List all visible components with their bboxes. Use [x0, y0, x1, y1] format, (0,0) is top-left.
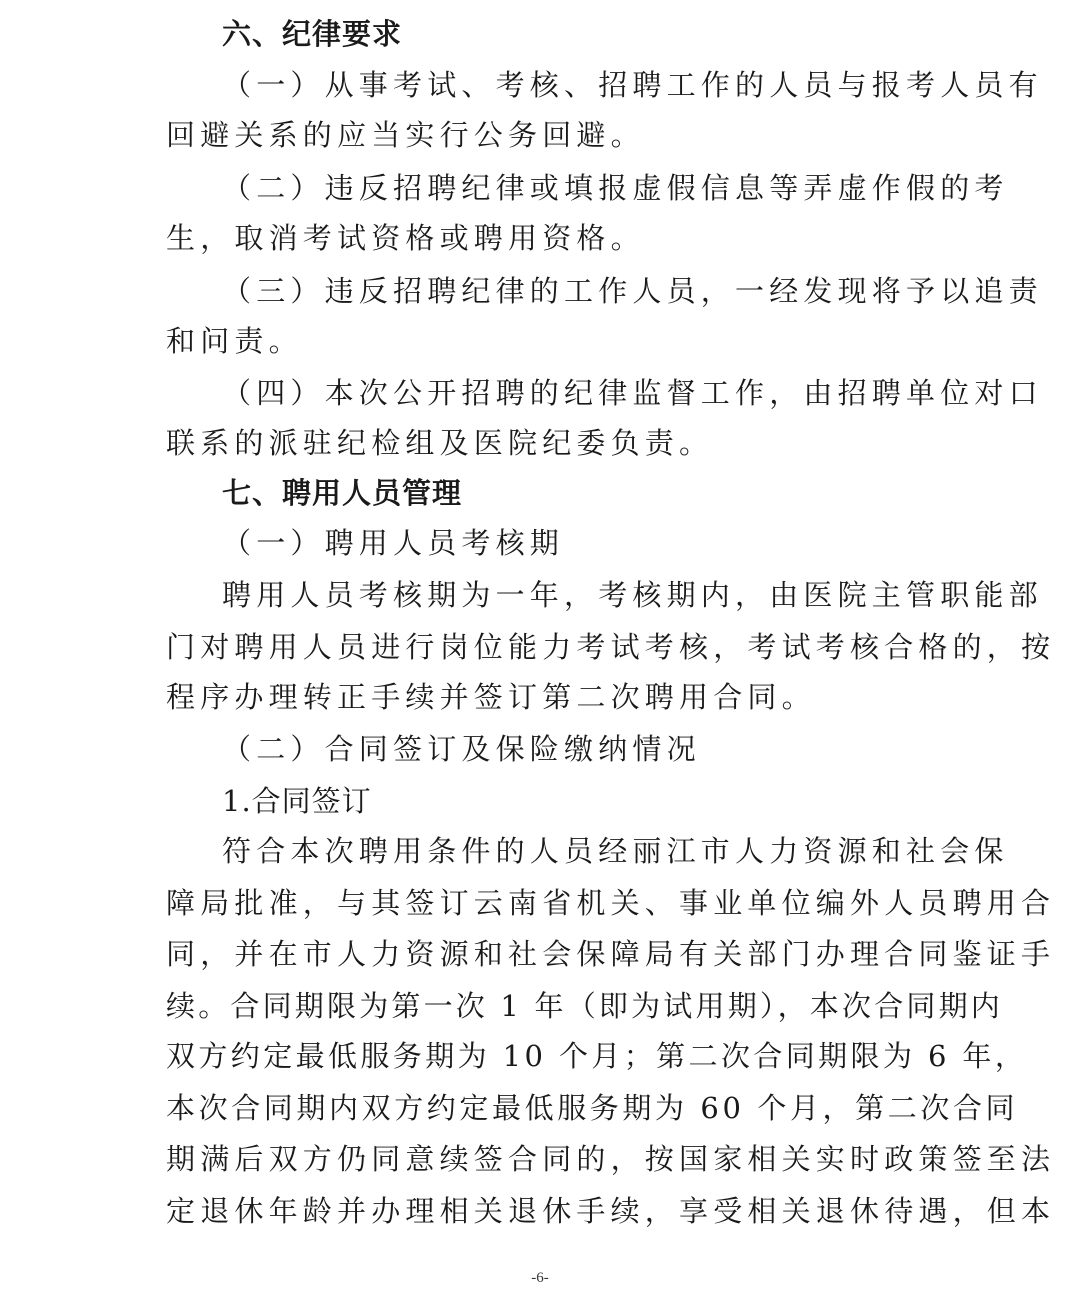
item-title: 1.合同签订: [222, 784, 372, 818]
paragraph-line: 同，并在市人力资源和社会保障局有关部门办理合同鉴证手: [166, 937, 1056, 971]
paragraph-line: （二）违反招聘纪律或填报虚假信息等弄虚作假的考: [222, 171, 1009, 205]
paragraph-line: 续。合同期限为第一次 1 年（即为试用期），本次合同期内: [166, 989, 1003, 1023]
paragraph-line: 符合本次聘用条件的人员经丽江市人力资源和社会保: [222, 834, 1009, 868]
page-number: -6-: [531, 1270, 549, 1286]
paragraph-line: 生，取消考试资格或聘用资格。: [166, 221, 645, 255]
paragraph-line: （一）从事考试、考核、招聘工作的人员与报考人员有: [222, 68, 1043, 102]
section-heading-personnel-management: 七、聘用人员管理: [222, 476, 463, 510]
paragraph-line: 联系的派驻纪检组及医院纪委负责。: [166, 426, 714, 460]
paragraph-line: 程序办理转正手续并签订第二次聘用合同。: [166, 680, 816, 714]
section-heading-discipline: 六、纪律要求: [222, 17, 403, 51]
paragraph-line: （三）违反招聘纪律的工作人员，一经发现将予以追责: [222, 274, 1043, 308]
paragraph-line: 和问责。: [166, 324, 303, 358]
paragraph-line: （四）本次公开招聘的纪律监督工作，由招聘单位对口: [222, 376, 1043, 410]
subsection-title: （一）聘用人员考核期: [222, 526, 565, 560]
paragraph-line: 期满后双方仍同意续签合同的，按国家相关实时政策签至法: [166, 1142, 1056, 1176]
paragraph-line: 聘用人员考核期为一年，考核期内，由医院主管职能部: [222, 578, 1043, 612]
paragraph-line: 双方约定最低服务期为 10 个月；第二次合同期限为 6 年，: [166, 1039, 1028, 1073]
paragraph-line: 本次合同期内双方约定最低服务期为 60 个月，第二次合同: [166, 1091, 1019, 1125]
paragraph-line: 定退休年龄并办理相关退休手续，享受相关退休待遇，但本: [166, 1194, 1056, 1228]
paragraph-line: 门对聘用人员进行岗位能力考试考核，考试考核合格的，按: [166, 630, 1056, 664]
paragraph-line: 回避关系的应当实行公务回避。: [166, 118, 645, 152]
paragraph-line: 障局批准，与其签订云南省机关、事业单位编外人员聘用合: [166, 886, 1056, 920]
subsection-title: （二）合同签订及保险缴纳情况: [222, 732, 701, 766]
